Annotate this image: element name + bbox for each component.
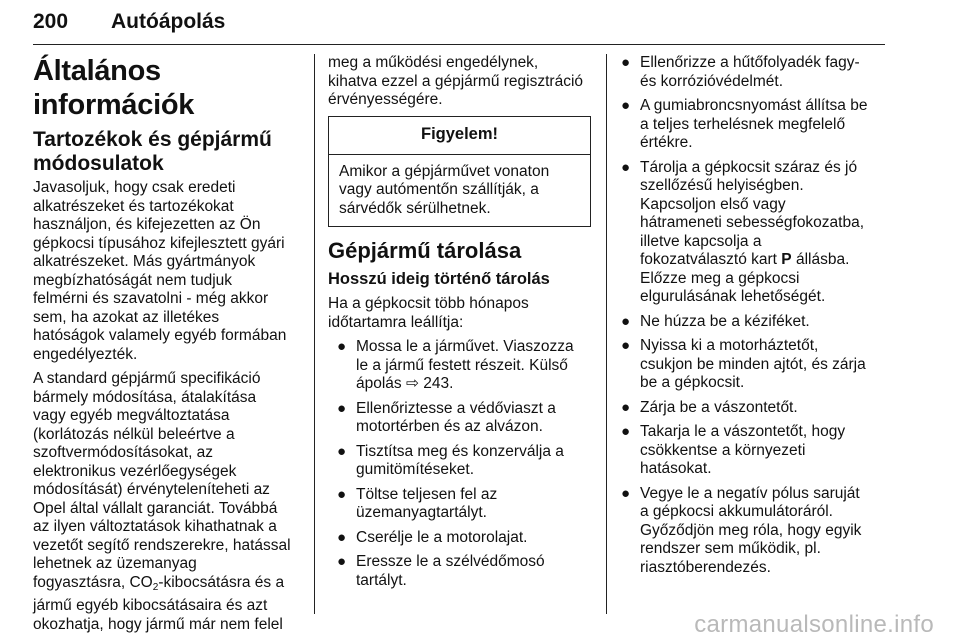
bullet-line: hátrameneti sebességfokozatba,: [640, 214, 865, 231]
text-line: okozhatja, hogy jármű már nem felel: [33, 615, 283, 633]
bullet-line: üzemanyagtartályt.: [356, 504, 487, 521]
bullet-line: a teljes terhelésnek megfelelő: [640, 115, 846, 133]
watermark: carmanualsonline.info: [694, 611, 934, 638]
bullet-line: Előzze meg a gépkocsi: [640, 269, 800, 287]
notice-title: Figyelem!: [329, 117, 590, 155]
bullet-line: Takarja le a vászontetőt, hogy: [640, 423, 846, 440]
text-line: megbízhatóságát nem tudjuk: [33, 271, 233, 289]
bullet-line: Győződjön meg róla, hogy egyik: [640, 521, 862, 539]
text-line: szoftvermódosításokat, az: [33, 444, 214, 461]
text-line: meg a működési engedélynek,: [328, 54, 539, 71]
bullet-line: Töltse teljesen fel az: [356, 485, 498, 503]
bullet-line: állásba.: [791, 251, 850, 268]
bullet-dot-icon: ●: [621, 398, 631, 416]
gear-position-p: P: [781, 251, 792, 268]
bullet-line: Cserélje le a motorolajat.: [356, 528, 528, 546]
text-line: sem, ha azokat az illetékes: [33, 308, 220, 326]
storage-bullet-list-continued: [617, 54, 887, 577]
bullet-item: [617, 313, 887, 332]
bullet-line: Mossa le a járművet. Viaszozza: [356, 338, 574, 355]
bullet-line: Vegye le a negatív pólus saruját: [640, 484, 860, 502]
bullet-line: Tisztítsa meg és konzerválja a: [356, 442, 564, 460]
text-line: alkatrészeket és tartozékokat: [33, 197, 234, 215]
bullet-line: hatásokat.: [640, 460, 712, 477]
bullet-line: csökkentse a környezeti: [640, 441, 806, 459]
bullet-item: [327, 338, 591, 394]
bullet-dot-icon: ●: [621, 484, 631, 502]
bullet-dot-icon: ●: [621, 97, 631, 114]
bullet-item: [327, 400, 591, 437]
text-line: Javasoljuk, hogy csak eredeti: [33, 179, 236, 196]
text-line: A standard gépjármű specifikáció: [33, 370, 261, 387]
text-line: kihatva ezzel a gépjármű regisztráció: [328, 72, 584, 90]
text-line: használjon, és kifejezetten az Ön: [33, 216, 261, 233]
text-line: időtartamra leállítja:: [328, 313, 464, 331]
co2-line: fogyasztásra, $CO_2$-kibocsátásra és a: [33, 573, 285, 593]
bullet-item: [327, 529, 591, 548]
text-line: vagy autómentőn szállítják, a: [339, 181, 539, 198]
text-line: hatóságok valamely egyéb formában: [33, 327, 287, 344]
bullet-line: értékre.: [640, 134, 693, 151]
bullet-dot-icon: ●: [337, 553, 347, 570]
bullet-line: gumitömítéseket.: [356, 461, 475, 478]
text-line: Opel által vállalt garanciát. Továbbá: [33, 499, 278, 517]
text-line: Ha a gépkocsit több hónapos: [328, 295, 529, 312]
bullet-line: a gépkocsi akkumulátoráról.: [640, 503, 833, 520]
bullet-item: [327, 553, 591, 590]
bullet-dot-icon: ●: [337, 442, 347, 460]
bullet-line: Nyissa ki a motorháztetőt,: [640, 337, 819, 354]
notice-box: [328, 116, 591, 228]
section-title: Általános információk: [33, 55, 195, 121]
bullet-dot-icon: ●: [621, 54, 631, 71]
bullet-line: Ellenőrizze a hűtőfolyadék fagy-: [640, 54, 860, 71]
text-line: (korlátozás nélkül beleértve a: [33, 425, 235, 443]
bullet-line: csukjon be minden ajtót, és zárja: [640, 355, 866, 373]
bullet-line: ápolás ⇨ 243.: [356, 375, 454, 392]
chapter-title: Autóápolás: [111, 10, 226, 33]
bullet-item: [327, 486, 591, 523]
bullet-item: [327, 443, 591, 480]
subsection-title: Tartozékok és gépjármű módosulatok: [33, 128, 272, 175]
bullet-line: tartályt.: [356, 571, 407, 589]
paragraph-accessories: [33, 179, 301, 364]
longterm-storage-title: Hosszú ideig történő tárolás: [328, 270, 550, 288]
text-line: gépkocsi típusához kifejlesztett gyári: [33, 234, 285, 252]
bullet-line: Kapcsoljon első vagy: [640, 195, 786, 213]
bullet-item: [617, 399, 887, 418]
text-line: bármely módosítása, átalakítása: [33, 388, 257, 406]
bullet-line: elgurulásának lehetőségét.: [640, 288, 826, 305]
column-3: [617, 54, 887, 583]
bullet-line: riasztóberendezés.: [640, 558, 771, 576]
bullet-item: [617, 423, 887, 479]
bullet-item: [617, 54, 887, 91]
bullet-line: és korrózióvédelmét.: [640, 72, 784, 90]
text-line: módosítását) érvényteleníteheti az: [33, 481, 270, 498]
bullet-line: A gumiabroncsnyomást állítsa be: [640, 97, 868, 114]
bullet-line: le a jármű festett részeit. Külső: [356, 356, 568, 374]
column-2: [328, 54, 591, 596]
text-line: alkatrészeket. Más gyártmányok: [33, 253, 256, 270]
longterm-intro: [328, 295, 591, 332]
notice-body: [329, 155, 590, 227]
bullet-dot-icon: ●: [621, 158, 631, 176]
text-line: Amikor a gépjárművet vonaton: [339, 162, 550, 180]
bullet-dot-icon: ●: [337, 485, 347, 503]
bullet-line: Zárja be a vászontetőt.: [640, 398, 798, 416]
bullet-line: szellőzésű helyiségben.: [640, 177, 804, 194]
bullet-line: Eressze le a szélvédőmosó: [356, 553, 545, 570]
text-line: sárvédők sérülhetnek.: [339, 199, 491, 217]
bullet-dot-icon: ●: [337, 338, 347, 355]
bullet-item: [617, 159, 887, 307]
bullet-item: [617, 337, 887, 393]
bullet-dot-icon: ●: [621, 312, 631, 330]
bullet-line: Ellenőriztesse a védőviaszt a: [356, 399, 556, 417]
bullet-item: [617, 97, 887, 153]
text-line: az ilyen változtatások kihathatnak a: [33, 518, 277, 535]
co2-subscript: 2: [152, 581, 159, 593]
bullet-dot-icon: ●: [621, 337, 631, 354]
text-line: jármű egyéb kibocsátásaira és azt: [33, 597, 268, 614]
paragraph-modifications: [33, 370, 301, 634]
storage-title: Gépjármű tárolása: [328, 238, 522, 263]
text-line: érvényességére.: [328, 91, 443, 108]
bullet-line: fokozatválasztó kart: [640, 251, 782, 268]
bullet-line: rendszer sem működik, pl.: [640, 540, 821, 557]
bullet-line: be a gépkocsit.: [640, 374, 745, 391]
text-line: felmérni és szavatolni - még akkor: [33, 290, 269, 307]
text-line: elektronikus vezérlőegységek: [33, 462, 237, 480]
text-line: vagy egyéb megváltoztatása: [33, 407, 230, 424]
bullet-line: Ne húzza be a kéziféket.: [640, 312, 810, 330]
bullet-line: Tárolja a gépkocsit száraz és jó: [640, 158, 858, 176]
paragraph-continuation: [328, 54, 591, 110]
bullet-dot-icon: ●: [621, 423, 631, 440]
bullet-line: motortérben és az alvázon.: [356, 418, 543, 435]
bullet-dot-icon: ●: [337, 528, 347, 546]
bullet-item: [617, 485, 887, 578]
bullet-dot-icon: ●: [337, 399, 347, 417]
bullet-line: illetve kapcsolja a: [640, 232, 762, 250]
page-header: [33, 4, 885, 45]
text-line: engedélyezték.: [33, 345, 138, 363]
text-line: vezetőt segítő rendszerekre, hatással: [33, 536, 291, 554]
text-line: lehetnek az üzemanyag: [33, 555, 197, 572]
column-1: [33, 54, 301, 640]
page-number: 200: [33, 10, 69, 33]
storage-bullet-list: [328, 338, 591, 590]
column-divider-1: [314, 54, 315, 614]
column-divider-2: [606, 54, 607, 614]
